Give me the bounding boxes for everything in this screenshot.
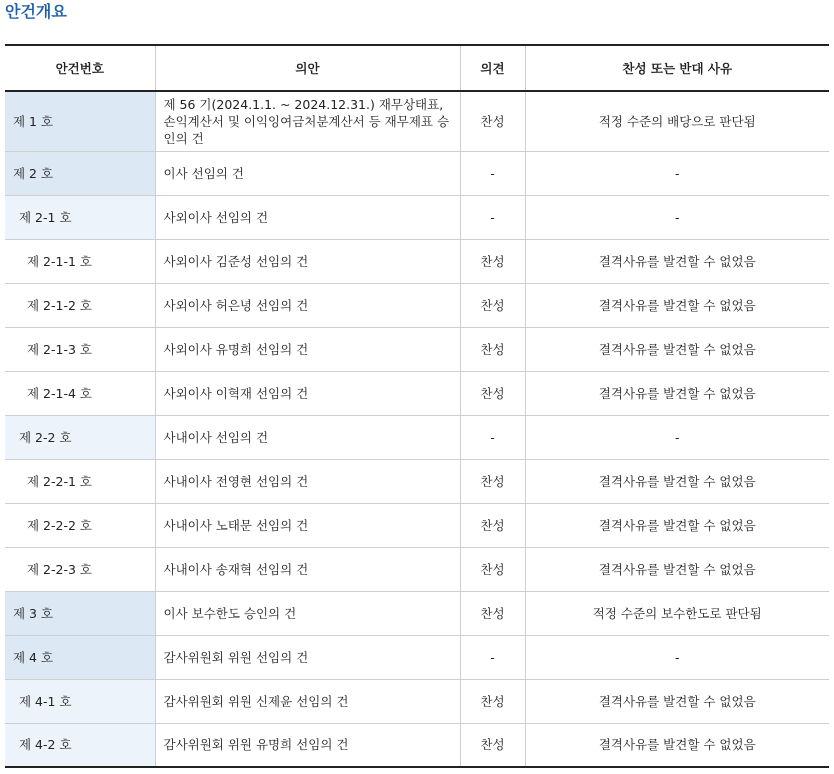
agenda-number-cell: 제 2-1-3 호	[5, 327, 155, 371]
section-title: 안건개요	[5, 2, 67, 21]
agenda-title-cell: 이사 보수한도 승인의 건	[155, 591, 460, 635]
opinion-cell: 찬성	[460, 371, 525, 415]
opinion-cell: 찬성	[460, 239, 525, 283]
opinion-cell: 찬성	[460, 91, 525, 151]
reason-cell: 적정 수준의 보수한도로 판단됨	[525, 591, 829, 635]
reason-cell: 결격사유를 발견할 수 없었음	[525, 327, 829, 371]
column-header-agenda: 의안	[155, 45, 460, 91]
table-row	[5, 415, 829, 459]
table-row	[5, 327, 829, 371]
reason-cell: 적정 수준의 배당으로 판단됨	[525, 91, 829, 151]
table-row	[5, 371, 829, 415]
opinion-cell: 찬성	[460, 591, 525, 635]
table-row	[5, 679, 829, 723]
opinion-cell: -	[460, 415, 525, 459]
agenda-title-cell: 사내이사 송재혁 선임의 건	[155, 547, 460, 591]
opinion-cell: 찬성	[460, 679, 525, 723]
reason-cell: 결격사유를 발견할 수 없었음	[525, 547, 829, 591]
column-header-agenda-number: 안건번호	[5, 45, 155, 91]
reason-cell: -	[525, 415, 829, 459]
opinion-cell: -	[460, 151, 525, 195]
agenda-title-cell: 사내이사 전영현 선임의 건	[155, 459, 460, 503]
agenda-number-cell: 제 2-2-3 호	[5, 547, 155, 591]
agenda-number-cell: 제 2-2 호	[5, 415, 155, 459]
reason-cell: 결격사유를 발견할 수 없었음	[525, 723, 829, 767]
agenda-number-cell: 제 4 호	[5, 635, 155, 679]
reason-cell: -	[525, 635, 829, 679]
agenda-title-cell: 감사위원회 위원 선임의 건	[155, 635, 460, 679]
table-row	[5, 151, 829, 195]
agenda-number-cell: 제 2 호	[5, 151, 155, 195]
table-header-row	[5, 45, 829, 91]
agenda-number-cell: 제 2-1 호	[5, 195, 155, 239]
agenda-title-cell: 사내이사 선임의 건	[155, 415, 460, 459]
agenda-title-cell: 감사위원회 위원 신제윤 선임의 건	[155, 679, 460, 723]
agenda-number-cell: 제 2-1-4 호	[5, 371, 155, 415]
agenda-title-cell: 사외이사 유명희 선임의 건	[155, 327, 460, 371]
column-header-opinion: 의견	[460, 45, 525, 91]
agenda-number-cell: 제 2-1-1 호	[5, 239, 155, 283]
column-header-reason: 찬성 또는 반대 사유	[525, 45, 829, 91]
table-row	[5, 503, 829, 547]
agenda-title-cell: 이사 선임의 건	[155, 151, 460, 195]
opinion-cell: 찬성	[460, 503, 525, 547]
opinion-cell: -	[460, 195, 525, 239]
opinion-cell: 찬성	[460, 459, 525, 503]
table-row	[5, 547, 829, 591]
agenda-title-cell: 사외이사 허은녕 선임의 건	[155, 283, 460, 327]
agenda-number-cell: 제 2-1-2 호	[5, 283, 155, 327]
table-row	[5, 283, 829, 327]
table-row	[5, 591, 829, 635]
opinion-cell: 찬성	[460, 547, 525, 591]
agenda-number-cell: 제 3 호	[5, 591, 155, 635]
opinion-cell: 찬성	[460, 723, 525, 767]
table-row	[5, 195, 829, 239]
opinion-cell: 찬성	[460, 327, 525, 371]
reason-cell: 결격사유를 발견할 수 없었음	[525, 459, 829, 503]
agenda-title-cell: 사내이사 노태문 선임의 건	[155, 503, 460, 547]
agenda-table	[5, 44, 829, 768]
reason-cell: -	[525, 195, 829, 239]
agenda-title-cell: 감사위원회 위원 유명희 선임의 건	[155, 723, 460, 767]
table-row	[5, 91, 829, 151]
agenda-title-cell: 제 56 기(2024.1.1. ~ 2024.12.31.) 재무상태표, 손익계산서 및 이익잉여금처분계산서 등 재무제표 승인의 건	[155, 91, 460, 151]
reason-cell: 결격사유를 발견할 수 없었음	[525, 239, 829, 283]
agenda-number-cell: 제 1 호	[5, 91, 155, 151]
agenda-title-cell: 사외이사 김준성 선임의 건	[155, 239, 460, 283]
reason-cell: 결격사유를 발견할 수 없었음	[525, 679, 829, 723]
agenda-number-cell: 제 4-1 호	[5, 679, 155, 723]
reason-cell: 결격사유를 발견할 수 없었음	[525, 283, 829, 327]
reason-cell: -	[525, 151, 829, 195]
agenda-title-cell: 사외이사 이혁재 선임의 건	[155, 371, 460, 415]
table-row	[5, 459, 829, 503]
table-row	[5, 635, 829, 679]
table-row	[5, 239, 829, 283]
table-row	[5, 723, 829, 767]
opinion-cell: -	[460, 635, 525, 679]
agenda-number-cell: 제 2-2-2 호	[5, 503, 155, 547]
agenda-title-cell: 사외이사 선임의 건	[155, 195, 460, 239]
agenda-number-cell: 제 4-2 호	[5, 723, 155, 767]
agenda-table-body	[5, 91, 829, 767]
agenda-number-cell: 제 2-2-1 호	[5, 459, 155, 503]
opinion-cell: 찬성	[460, 283, 525, 327]
reason-cell: 결격사유를 발견할 수 없었음	[525, 503, 829, 547]
reason-cell: 결격사유를 발견할 수 없었음	[525, 371, 829, 415]
